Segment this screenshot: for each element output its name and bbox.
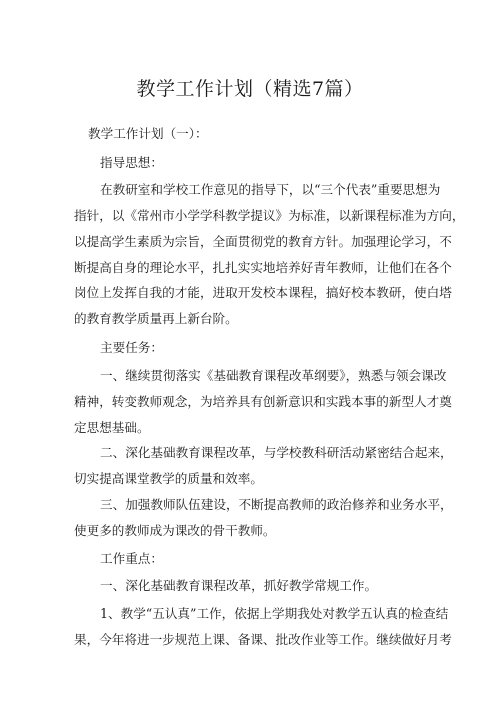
paragraph-line: 一、深化基础教育课程改革，抓好教学常规工作。 xyxy=(100,578,378,593)
sub-heading: 工作重点： xyxy=(100,551,163,566)
paragraph-line: 使更多的教师成为课改的骨干教师。 xyxy=(74,523,276,538)
paragraph-line: 岗位上发挥自我的才能，进取开发校本课程，搞好校本教研，使白塔 xyxy=(74,285,452,300)
paragraph-line: 切实提高课堂教学的质量和效率。 xyxy=(74,471,263,486)
paragraph-line: 二、深化基础教育课程改革，与学校教科研活动紧密结合起来， xyxy=(100,445,453,460)
paragraph-line: 指针，以《常州市小学学科教学提议》为标准，以新课程标准为方向， xyxy=(74,208,465,223)
paragraph-line: 在教研室和学校工作意见的指导下，以“三个代表”重要思想为 xyxy=(100,182,441,197)
paragraph-line: 果，今年将进一步规范上课、备课、批改作业等工作。继续做好月考 xyxy=(74,632,452,647)
paragraph-line: 精神，转变教师观念，为培养具有创新意识和实践本事的新型人才奠 xyxy=(74,394,452,409)
section-heading: 教学工作计划（一）： xyxy=(88,126,208,141)
sub-heading: 指导思想： xyxy=(100,155,163,170)
paragraph-line: 三、加强教师队伍建设，不断提高教师的政治修养和业务水平， xyxy=(100,497,453,512)
sub-heading: 主要任务： xyxy=(100,340,163,355)
paragraph-line: 断提高自身的理论水平，扎扎实实地培养好青年教师，让他们在各个 xyxy=(74,260,452,275)
document-title: 教学工作计划（精选7篇） xyxy=(136,78,364,100)
paragraph-line: 一、继续贯彻落实《基础教育课程改革纲要》，熟悉与领会课改 xyxy=(100,368,447,383)
paragraph-line: 以提高学生素质为宗旨，全面贯彻党的教育方针。加强理论学习，不 xyxy=(74,234,452,249)
paragraph-line: 1、教学“五认真”工作，依据上学期我处对教学五认真的检查结 xyxy=(100,606,449,621)
paragraph-line: 的教育教学质量再上新台阶。 xyxy=(74,311,238,326)
paragraph-line: 定思想基础。 xyxy=(74,420,150,435)
